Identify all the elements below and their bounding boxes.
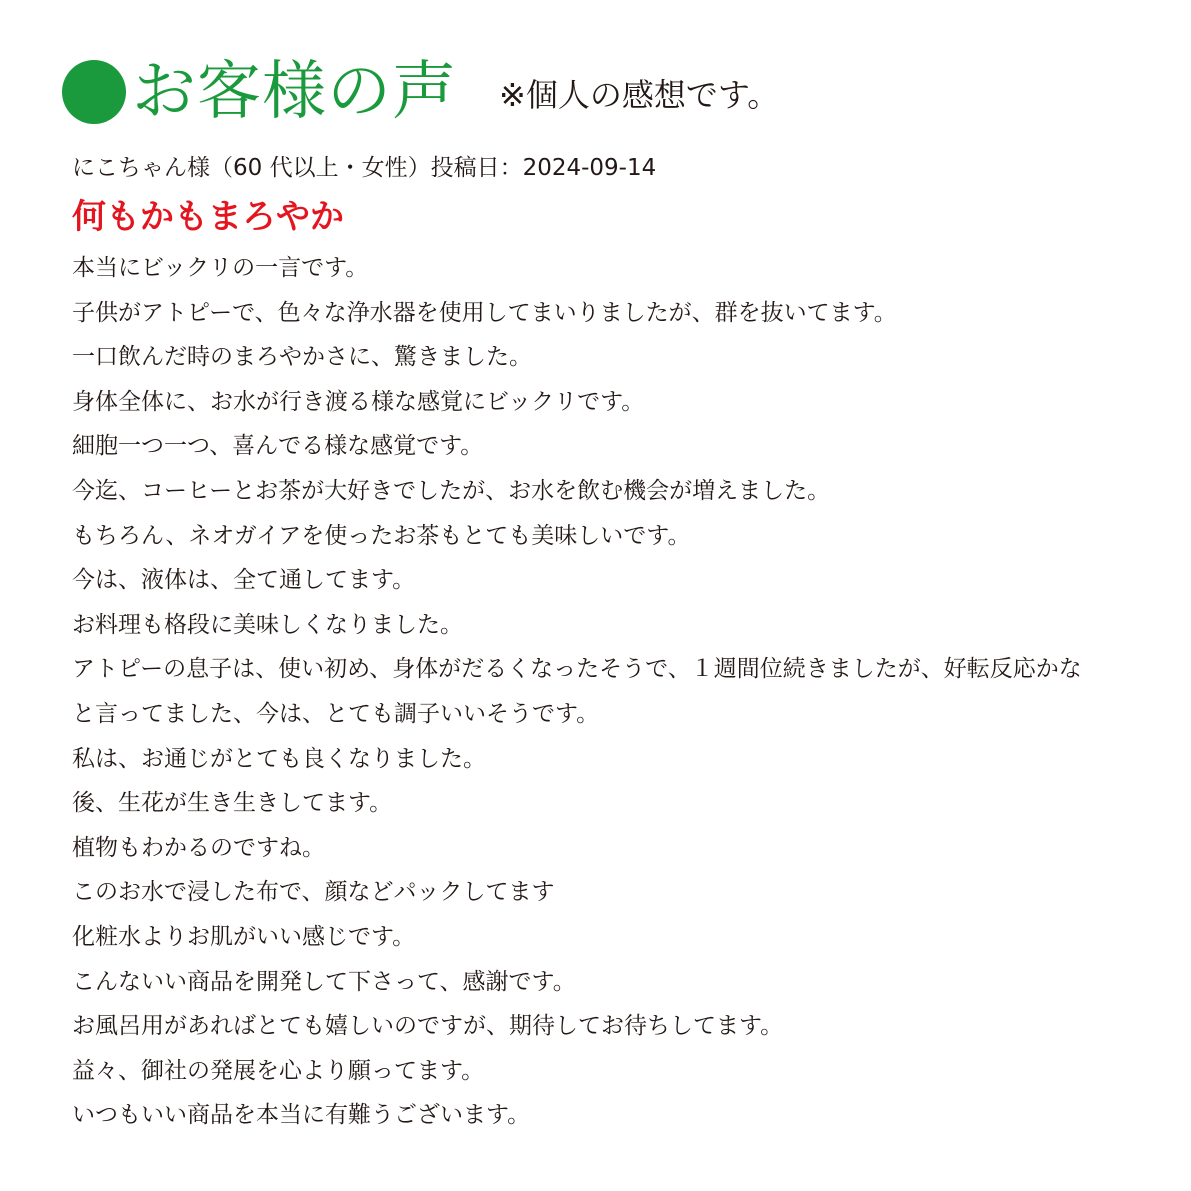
review-line: もちろん、ネオガイアを使ったお茶もとても美味しいです。 (72, 522, 691, 549)
review-line: 子供がアトピーで、色々な浄水器を使用してまいりましたが、群を抜いてます。 (72, 299, 897, 326)
review-line: こんないい商品を開発して下さって、感謝です。 (72, 968, 576, 995)
review-line: アトピーの息子は、使い初め、身体がだるくなったそうで、１週間位続きましたが、好転反応かな (72, 656, 1082, 683)
review-line: 細胞一つ一つ、喜んでる様な感覚です。 (72, 433, 484, 460)
review-line: 今迄、コーヒーとお茶が大好きでしたが、お水を飲む機会が増えました。 (72, 477, 831, 504)
review-line: 私は、お通じがとても良くなりました。 (72, 745, 486, 772)
review-line: 化粧水よりお肌がいい感じです。 (72, 923, 416, 950)
review-meta: にこちゃん様（60 代以上・女性）投稿日：2024-09-14 (72, 155, 657, 181)
review-line: 本当にビックリの一言です。 (72, 255, 369, 281)
review-line: 植物もわかるのですね。 (72, 834, 325, 861)
review-line: 身体全体に、お水が行き渡る様な感覚にビックリです。 (72, 388, 645, 415)
review-line: お料理も格段に美味しくなりました。 (72, 611, 463, 638)
review-line: いつもいい商品を本当に有難うございます。 (72, 1102, 531, 1129)
review-line: このお水で浸した布で、顔などパックしてます (72, 879, 555, 906)
disclaimer-note: ※個人の感想です。 (499, 76, 780, 114)
review-headline: 何もかもまろやか (72, 197, 344, 237)
review-line: 益々、御社の発展を心より願ってます。 (72, 1057, 485, 1084)
review-line: 今は、液体は、全て通してます。 (72, 567, 416, 594)
page-header (62, 52, 779, 132)
review-body (72, 246, 1152, 1138)
review-line: と言ってました、今は、とても調子いいそうです。 (72, 700, 600, 727)
green-circle-icon (62, 60, 126, 124)
page-title: お客様の声 (132, 55, 457, 129)
review-line: 後、生花が生き生きしてます。 (72, 790, 393, 817)
review-line: お風呂用があればとても嬉しいのですが、期待してお待ちしてます。 (72, 1013, 784, 1040)
review-line: 一口飲んだ時のまろやかさに、驚きました。 (72, 344, 532, 371)
